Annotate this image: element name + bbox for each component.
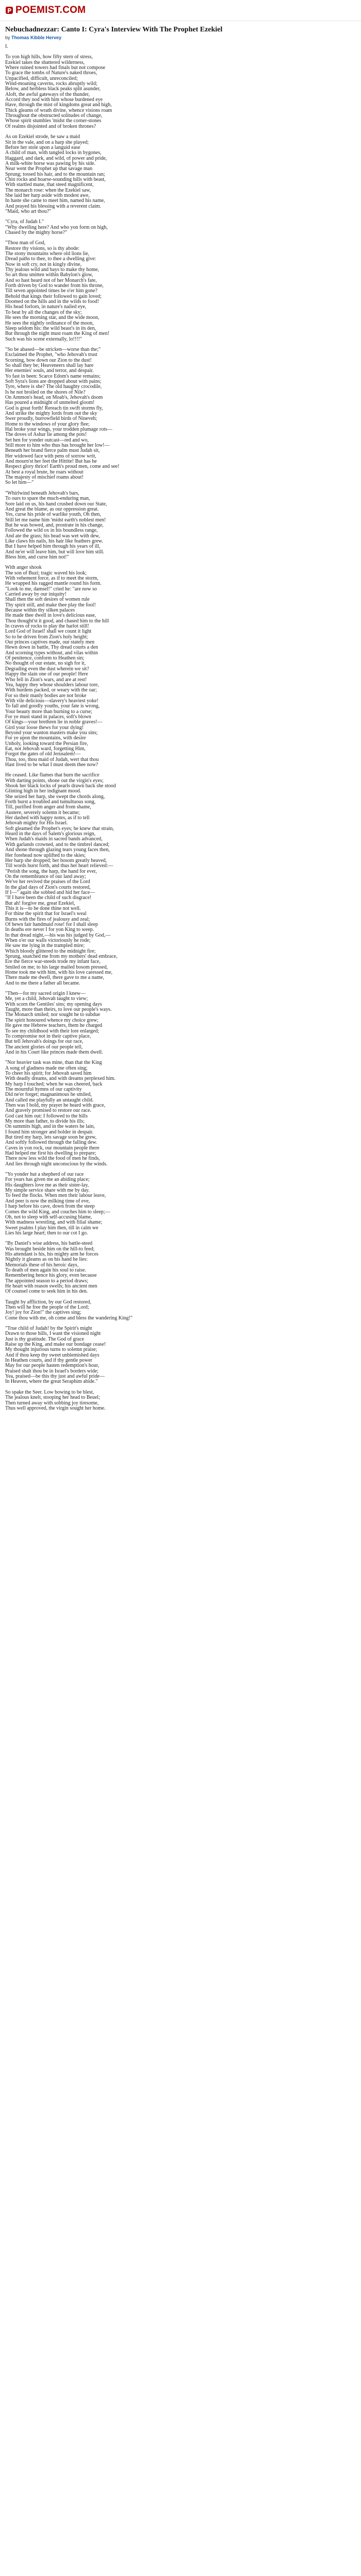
poem-stanza: "By Daniel's wise address, his battle-steed Was brought beside him on the hill-to feed; His attendant is his, his mighty arm he forces Nightly it gleams as on his hand he lies: Memorials these of his heroic days, To death of men again his soul to raise. Remembering hence his glory, even because The appointed season to a period draws; He heart with reason swells; his ancient men Of counsel come to seek him in his den.: [5, 1241, 99, 1295]
logo-icon: [5, 6, 13, 14]
poem-stanza: "Whirlwind beneath Jehovah's bars, To ours to spare the much-enduring man, Sore laid on us, his hand crushed down our State, And great the blame, as our oppression great. Yes, curse his pride of warlike youth, Oh then, Still let me name him 'midst earth's noblest men! But he was bowed, and, prostrate in his change, Followed the wild ox in his boundless range, And ate the grass; his head was wet with dew, Like claws his nails, his hair like feathers grew. But I have helped him through his years of ill, And ne'er will leave him, but will love him still. Bless him, and curse him not!": [5, 490, 107, 560]
poem-stanza: "So be abased—be stricken—worse than the;" Exclaimed the Prophet, "who Jehovah's trust Scorning, bow down our Zion to the dust! So shall they be; Heaveneers shall lay bare Her enemies' souls, and terror, and despair. Yo fast in been: Scarce Edom's name remains; Soft Syra's lions are dropped about with pains; Tyre, where is she? The old haughty crocodile, Is he not broiled on the shores of Nile? On Ammon's head, on Moab's, Jehovah's doom Has poured a midnight of unmelted gloom! God is great forth! Rereach tin swift storms fly, And strike the mighty lords from out the sky Swer proudly, burrowfield birds of Nineveh; Home to the windows of your glory flee; Hal broke your wings, your trodden plumage rots— The doves of Ashur lie among the pots! Set hen for yonder outcast—red and wo, Still more to him who thus has brought her low!— Beneath her brand fierce palm must Judah sit, Her widowed face with pens of sorrow writ, And mourn'st her feet the Hittite! But has he Respect glory thrice! Earth's proud men, come and see! At best a royal brute, he roars without The majesty of mischief roams about! So let him—": [5, 346, 120, 486]
poem-body: [0, 42, 361, 1411]
poem-stanza: "True child of Judah! by the Spirit's might Drawn to those hills, I want the visioned night Just is thy gratitude. The God of grace Raise up the King, and make our bondage cease! My thought injurious turns to solemn praise; And if thou keep thy sweet unblemished days In Heathen courts, and if thy gentle power May for our people hasten redemption's hour, Praised shalt thou be in Israel's borders wide; Yea, praised—be this thy just and awful pride— In Heaven, where the great Seraphim abide.": [5, 1326, 106, 1385]
poem-stanza: With anger shook The son of Buzi; tragic waved his look; With vehement force, as if to meet the storm, He wrapped his ragged mantle round his form. "Look to me, damsel!" cried he: "are now so Carried away by our iniquity! Shall then the soft desires of women rule Thy spirit still, and make thee play the fool! Because within thy silken palaces He made thee dwell in love's delicious ease, Thou thought'st it good, and chased him to the hill In craves of rocks to play the harlot still! Lord God of Israel! shall we count it light So to be driven from Zion's holy height; Our princes captives made, our stately men Hewn down in battle, Thy dread courts a den And scorning types without, and vilas within Of penitence, conform to Heathen sin; No thought of our estate, no sigh for it, Degrading even the dust wherein we sit? Happy the slain one of our people! Here Who fell in Zion's wars, and are at rest! Yea, happy they whose shoulders labour tore, With burdens packed, or weary with the oar; For so their manly bodies are not broke With vile delicious—slavery's heaviest yoke! To fall and goodly youths, your fate is wrong, Your beauty more than burning to a curse; For ye must stand in palaces, soft's blown Of kings—your brethren lie in noble graves!— Gird your loose thews for your dying! Beyond your wanton masters make you sins; For ye upon the mountains, with desire Unholy, looking toward the Persian fire, Eat, not Jehovah ward, forgetting Him, Forgot the gates of old Jerusalem!— Thou, too, thou maid of Judah, wert that thou Hast lived to be what I must deem thee now?: [5, 565, 109, 768]
poem-stanza: So spake the Seer. Low bowing to be blest, The jealous knelt, stooping her head to Beuel; Then turned away with sobbing joy tiresome, Thus well approved, the virgin sought her home.: [5, 1389, 106, 1411]
site-header: [0, 0, 361, 21]
poem-header: [0, 21, 361, 42]
poem-stanza: "Cyra, of Judah I." "Why dwelling here? And who yon form on high, Chased by the mighty horse?": [5, 219, 108, 235]
poem-stanza: He ceased. Like flames that burn the sacrifice With darting points, shone out the virgin's eyes; Shook her black locks of pearls drawn back she stood Glinting high in her indignant mood. She seized her harp, she swept the chords along, Forth burst a troubled and tumultuous song, Till, purified from anger and from shame, Austere, severely solemn it became; Her dashed with happy notes, as if to tell Jehovah mighty for His Israel. Soft gleamed the Prophet's eyes; he knew that strain, Heard in the days of Salem's glorious reign, When Judah's maids in sacred bands advanced, With garlands crowned, and to the timbrel danced; And shone through glazing tears young faces then, Her forehead now uplifted to the skies; Her harp she dropped; her bosom greatly heaved, Till words burst forth, and thus her heart relieved:— "Perish the song, the harp, the hand for ever, On the remembrance of our land away; We've her revived the praises of the Lord In the glad days of Zion's courts restored, If I—" again she sobbed and hid her face— "If I have been the child of such disgrace! But ah! forgive me, great Ezekiel, This it is—to be done thine not well. For thine the spirit that for Israel's weal Burns with the fires of jealousy and zeal; Of hewn fair handmaid rose! for I shall sleep In deaths ere never I for yon King to weep. In that dread night,—his was his judged by God,— When o'er our walls victoriously he rode; He saw me lying in the trampled mire; Which bloody glittered to the midnight fire; Sprung, snatched me from my mothers' dead embrace, Ere the fierce war-steeds trode my infant face, Smiled on me; to his large mailed bosom pressed, Home took me with him, with his love caressed me, There made me dwell, there gave to me a name, And to me there a father all became.: [5, 772, 118, 986]
byline: [5, 35, 356, 40]
poem-stanza: I.: [5, 44, 8, 49]
byline-label: by: [5, 35, 10, 40]
site-logo[interactable]: [5, 5, 86, 16]
logo-text: POEMIST.COM: [15, 5, 86, 15]
author-link[interactable]: Thomas Kibble Hervey: [11, 35, 62, 40]
poem-stanza: "Then—for my sacred origin I knew— Me, yet a child, Jehovah taught to view; With scorn the Gentiles' sins; my opening days Taught, more than theirs, to love our people's ways. The Monarch smiled; nor sought he to subdue The spirit honoured whence my choice grew; He gave me Hebrew teachers, them he charged To see my childhood with their lore enlarged; To compromise not in their captive place, But tell Jehovah's doings for our race, The ancient glories of our people tell, And in his Court like princes made them dwell.: [5, 991, 112, 1055]
poem-title: Nebuchadnezzar: Canto I: Cyra's Interview With The Prophet Ezekiel: [5, 26, 223, 33]
poem-stanza: "Thou man of God, Restore thy visions, so is thy abode: The stony mountains where old lions lie, Dread paths to thee, to thee a dwelling give: Now in soft cry, not in kingly divine, Thy jealous wild and bays to make thy home, So art thou smitten within Babylon's glow, And so hast heard not of her Monarch's fate, Forth driven by God to wander from his throne, Till seven appointed times be o'er him gone? Behold that kings their followed to gain loved; Doomed on the hills and in the wilds to food! His head forlorn, in nature's nailed eye, To beat by all the changes of the sky; He sees the morning star, and the wide moon, He sees the nightly ordinance of the moon, Sleep seldom his: the wild beast's in its den, But through the night must roam the King of men! Such was his scene externally, lo!!!!": [5, 240, 109, 342]
poem-stanza: To yon high hills, how fifty stern of stress, Ezekiel takes the shattered wilderness, Where ruined towers had finals but not compose To grace the tombs of Nature's naked throes, Unpacified, difficult, unreconciled; Wind-moaning caverns, rocks abruptly wild; Below, and herbless black peaks split asunder, Aloft, the awful gateways of the thunder, Accord they nod with him whose burdened eye Have, through the mist of kingdoms great and high, Thick gleams of wrath divine, whence visions roam Throughout the obstructed solitudes of change, Whose spirit stumbles 'midst the corner-stones Of realms disjointed and of broken thrones?: [5, 54, 112, 129]
poem-stanza: As on Ezekiel strode, he saw a maid Sit in the vale, and on a harp she played; Before her stole upon a languid ease A child of man, with tangled locks in bygones, Haggard, and dark, and wild, of power and pride, A milk-white horse was pawing by his side. Near went the Prophet up that savage man Sprung; tossed his hair, and to the mountain ran; Chin rocks and hoarse-sounding hills with beast, With startled mane, that steed magnificent, The monarch rose: when the Ezekiel saw, She laid her harp aside with modest awe, In haste she came to meet him, named his name, And prayed his blessing with a reverent claim. "Maid, who art thou?": [5, 134, 107, 214]
poem-stanza: "Nor heavier task was mine, than that the King A song of gladness made me often sing; To cheer his spirit; for Jehovah saved him With deadly dreams, and with dreams perplexed him. My harp I touched; when he was cheered, back The mournful hymns of our captivity Did ne'er forget; magnanimous he smiled, And called me playfully an untaught child. Then was I bold, my prayer he heard with grace, And gravely promised to restore our race. God cast him out: I followed to the hills My more than father, to divide his ills; On summits high, and in the waters he lain, I found him stronger and bolder in despair. But tired my harp, lets savage soon he grew, And softly followed through the falling dew. Caves in yon rock, our mountain people there Had helped me first his dwelling to prepare; There now less wild the food of men he finds, And lies through night unconscious by the winds.: [5, 1060, 116, 1167]
poem-stanza: Taught by affliction, by our God restored, Then will he free the people of the Lord; Joy! joy for Zion!" the captives sing; Come thou with me, oh come and bless the wandering King!": [5, 1299, 133, 1321]
poem-stanza: "Yo yonder hut a shepherd of our race For years has given me an abiding place; His daughters love me as their sister-lay, My simple service share with me by day. To feed the flocks. When men their labour leave, And peer is now the milking time of eve, I harp before his cave, down from the steep Comes the wild King, and couches him to sleep;— Oh, not to sleep with self-accusing blame, With madness wrestling, and with filial shame; Sweet psalms I play him then, till in calm we Lies his large heart; then to our cot I go.: [5, 1172, 110, 1236]
